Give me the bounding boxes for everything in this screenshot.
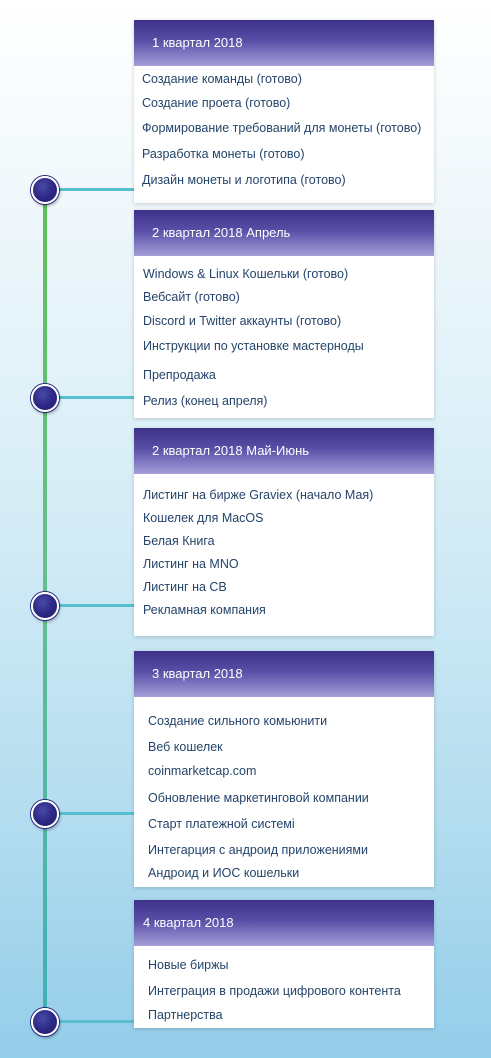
roadmap-card-q2-2018-may-june: [134, 428, 434, 636]
timeline-node-4: [31, 800, 59, 828]
card-header: [134, 900, 434, 946]
timeline-node-2: [31, 384, 59, 412]
list-item: Дизайн монеты и логотипа (готово): [142, 173, 346, 187]
list-item: Вебсайт (готово): [143, 290, 240, 304]
card-header: [134, 210, 434, 256]
list-item: Создание сильного комьюнити: [148, 714, 328, 728]
connector-2: [52, 396, 134, 399]
list-item: Веб кошелек: [148, 740, 223, 754]
card-header: [134, 20, 434, 66]
list-item: coinmarketcap.com: [148, 764, 257, 778]
card-title: 3 квартал 2018: [152, 666, 243, 681]
card-header: [134, 651, 434, 697]
list-item: Инструкции по установке мастерноды: [143, 339, 364, 353]
roadmap-card-q4-2018: [134, 900, 434, 1028]
list-item: Партнерства: [148, 1008, 223, 1022]
list-item: Листинг на MNO: [143, 557, 239, 571]
list-item: Рекламная компания: [143, 603, 266, 617]
timeline-node-3: [31, 592, 59, 620]
card-title: 1 квартал 2018: [152, 35, 243, 50]
list-item: Листинг на бирже Graviex (начало Мая): [143, 488, 374, 502]
list-item: Старт платежной системі: [148, 817, 295, 831]
list-item: Интеграция в продажи цифрового контента: [148, 984, 401, 998]
list-item: Андроид и ИОС кошельки: [148, 866, 300, 880]
list-item: Создание команды (готово): [142, 72, 302, 86]
roadmap-card-q3-2018: [134, 651, 434, 887]
list-item: Листинг на CB: [143, 580, 227, 594]
connector-5: [52, 1020, 134, 1023]
list-item: Интегарция с андроид приложениями: [148, 843, 369, 857]
list-item: Обновление маркетинговой компании: [148, 791, 369, 805]
card-header: [134, 428, 434, 474]
card-title: 2 квартал 2018 Май-Июнь: [152, 443, 310, 458]
list-item: Белая Книга: [143, 534, 215, 548]
list-item: Релиз (конец апреля): [143, 394, 268, 408]
list-item: Discord и Twitter аккаунты (готово): [143, 314, 342, 328]
card-title: 2 квартал 2018 Апрель: [152, 225, 291, 240]
list-item: Создание проета (готово): [142, 96, 291, 110]
list-item: Формирование требований для монеты (готово): [142, 121, 422, 135]
roadmap-card-q2-2018-april: [134, 210, 434, 418]
timeline-node-1: [31, 176, 59, 204]
roadmap-card-q1-2018: [134, 20, 434, 203]
connector-1: [52, 188, 134, 191]
list-item: Windows & Linux Кошельки (готово): [143, 267, 349, 281]
list-item: Кошелек для MacOS: [143, 511, 264, 525]
list-item: Новые биржы: [148, 958, 229, 972]
connector-3: [52, 604, 134, 607]
list-item: Разработка монеты (готово): [142, 147, 305, 161]
timeline-node-5: [31, 1008, 59, 1036]
card-title: 4 квартал 2018: [143, 915, 234, 930]
list-item: Препродажа: [143, 368, 216, 382]
connector-4: [52, 812, 134, 815]
